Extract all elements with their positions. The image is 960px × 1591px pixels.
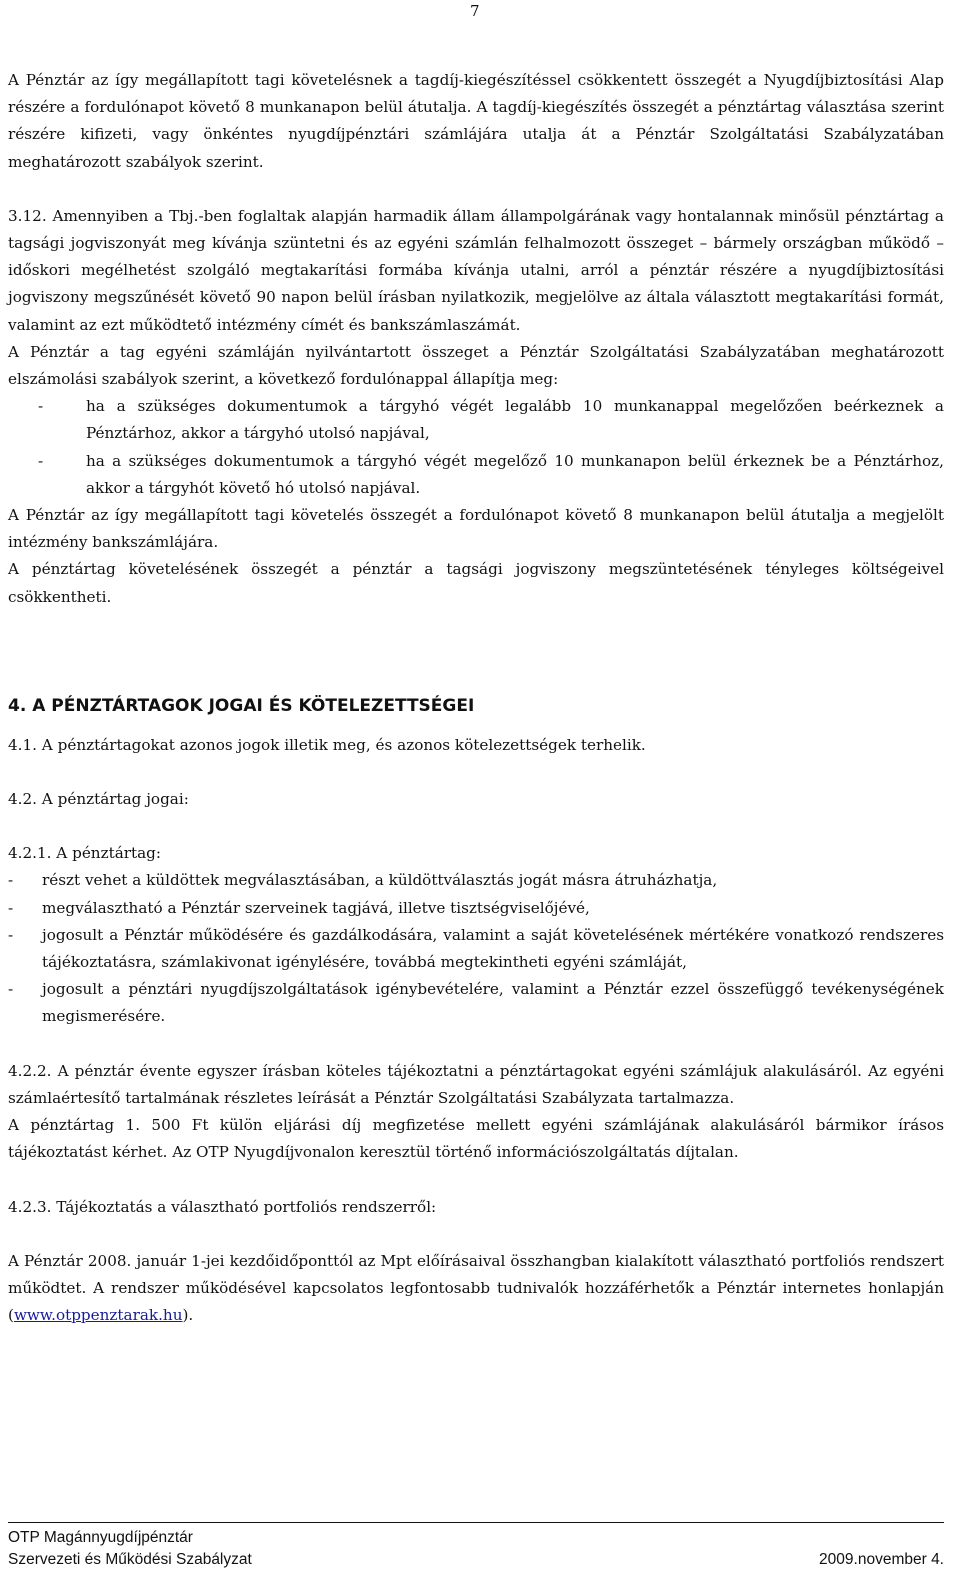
dash-marker: -: [8, 871, 14, 890]
list-item: [8, 393, 944, 447]
subsection-title: 4.2. A pénztártag jogai:: [8, 790, 189, 809]
dash-marker: -: [38, 451, 44, 470]
paragraph: A pénztártag követelésének összegét a pénztár a tagsági jogviszony megszüntetésének tényleges költségeivel csökkentheti.: [8, 560, 944, 606]
subsection-title: 4.1. A pénztártagokat azonos jogok illetik meg, és azonos kötelezettségek terhelik.: [8, 735, 646, 754]
dash-marker: -: [8, 980, 14, 999]
dash-marker: -: [8, 925, 14, 944]
paragraph: A Pénztár az így megállapított tagi követelés összegét a fordulónapot követő 8 munkanapon belül átutalja a megjelölt intézmény bankszámlájára.: [8, 506, 944, 552]
paragraph: A Pénztár az így megállapított tagi követelésnek a tagdíj-kiegészítéssel csökkentett összegét a Nyugdíjbiztosítási Alap részére a fordulónapot követő 8 munkanapon belül átutalja. A tagdíj-kiegészítés összegét a pénztártag választása szerint részére kifizeti, vagy önkéntes nyugdíjpénztári számlájára utalja át a Pénztár Szolgáltatási Szabályzatában meghatározott szabályok szerint.: [8, 71, 944, 171]
paragraph: A Pénztár a tag egyéni számláján nyilvántartott összeget a Pénztár Szolgáltatási Szabályzatában meghatározott elszámolási szabályok szerint, a következő fordulónappal állapítja meg:: [8, 342, 944, 389]
list-item-text: ha a szükséges dokumentumok a tárgyhó végét megelőző 10 munkanapon belül érkeznek be a Pénztárhoz, akkor a tárgyhót követő hó utolsó napjával.: [86, 451, 944, 497]
paragraph: 3.12. Amennyiben a Tbj.-ben foglaltak alapján harmadik állam állampolgárának vagy hontalannak minősül pénztártag a tagsági jogviszonyát meg kívánja szüntetni és az egyéni számlán felhalmozott összeget – bármely országban működő – időskori megélhetést szolgáló megtakarítási formába kívánja utalni, arról a pénztár részére a nyugdíjbiztosítási jogviszony megszűnését követő 90 napon belül írásban nyilatkozik, megjelölve az általa választott megtakarítási formát, valamint az ezt működtető intézmény címét és bankszámlaszámát.: [8, 206, 944, 334]
list-item-text: jogosult a pénztári nyugdíjszolgáltatások igénybevételére, valamint a Pénztár ezzel összefüggő tevékenységének megismerésére.: [42, 980, 944, 1026]
footer-date: 2009.november 4.: [819, 1551, 944, 1568]
footer-org: OTP Magánnyugdíjpénztár: [8, 1529, 193, 1546]
bullet-list: [8, 393, 944, 502]
paragraph-text: ).: [182, 1306, 194, 1325]
document-body: [8, 67, 944, 1329]
footer-row: [8, 1549, 944, 1571]
list-item: [8, 867, 944, 894]
footer-doc-title: Szervezeti és Működési Szabályzat: [8, 1551, 252, 1568]
page-footer: [8, 1522, 944, 1571]
section-heading: 4. A PÉNZTÁRTAGOK JOGAI ÉS KÖTELEZETTSÉGEI: [8, 695, 475, 716]
paragraph: [8, 1248, 944, 1330]
subsection-title: 4.2.1. A pénztártag:: [8, 844, 162, 863]
subsection-title: 4.2.3. Tájékoztatás a választható portfoliós rendszerről:: [8, 1197, 437, 1216]
dash-marker: -: [38, 397, 44, 416]
list-item: [8, 976, 944, 1030]
paragraph: 4.2.2. A pénztár évente egyszer írásban köteles tájékoztatni a pénztártagokat egyéni számlájuk alakulásáról. Az egyéni számlaértesítő tartalmának részletes leírását a Pénztár Szolgáltatási Szabályzata tartalmazza.: [8, 1061, 944, 1107]
list-item: [8, 895, 944, 922]
rights-list: [8, 867, 944, 1030]
dash-marker: -: [8, 898, 14, 917]
page-number: 7: [470, 2, 480, 20]
paragraph-text: A Pénztár 2008. január 1-jei kezdőidőponttól az Mpt előírásaival összhangban kialakított választható portfoliós rendszert működtet. A rendszer működésével kapcsolatos legfontosabb tudnivalók hozzáférhetők a Pénztár internetes honlapján (: [8, 1251, 944, 1325]
list-item-text: jogosult a Pénztár működésére és gazdálkodására, valamint a saját követelésének mértékére vonatkozó rendszeres tájékoztatásra, számlakivonat igénylésére, továbbá megtekintheti egyéni számláját,: [42, 925, 944, 972]
paragraph: A pénztártag 1. 500 Ft külön eljárási díj megfizetése mellett egyéni számlájának alakulásáról bármikor írásos tájékoztatást kérhet. Az OTP Nyugdíjvonalon keresztül történő információszolgáltatás díjtalan.: [8, 1116, 944, 1162]
list-item-text: részt vehet a küldöttek megválasztásában, a küldöttválasztás jogát másra átruházhatja,: [42, 871, 718, 890]
website-link[interactable]: www.otppenztarak.hu: [13, 1306, 183, 1325]
list-item: [8, 922, 944, 976]
list-item-text: ha a szükséges dokumentumok a tárgyhó végét legalább 10 munkanappal megelőzően beérkeznek a Pénztárhoz, akkor a tárgyhó utolsó napjával,: [86, 397, 944, 443]
list-item: [8, 448, 944, 502]
list-item-text: megválasztható a Pénztár szerveinek tagjává, illetve tisztségviselőjévé,: [42, 898, 590, 917]
